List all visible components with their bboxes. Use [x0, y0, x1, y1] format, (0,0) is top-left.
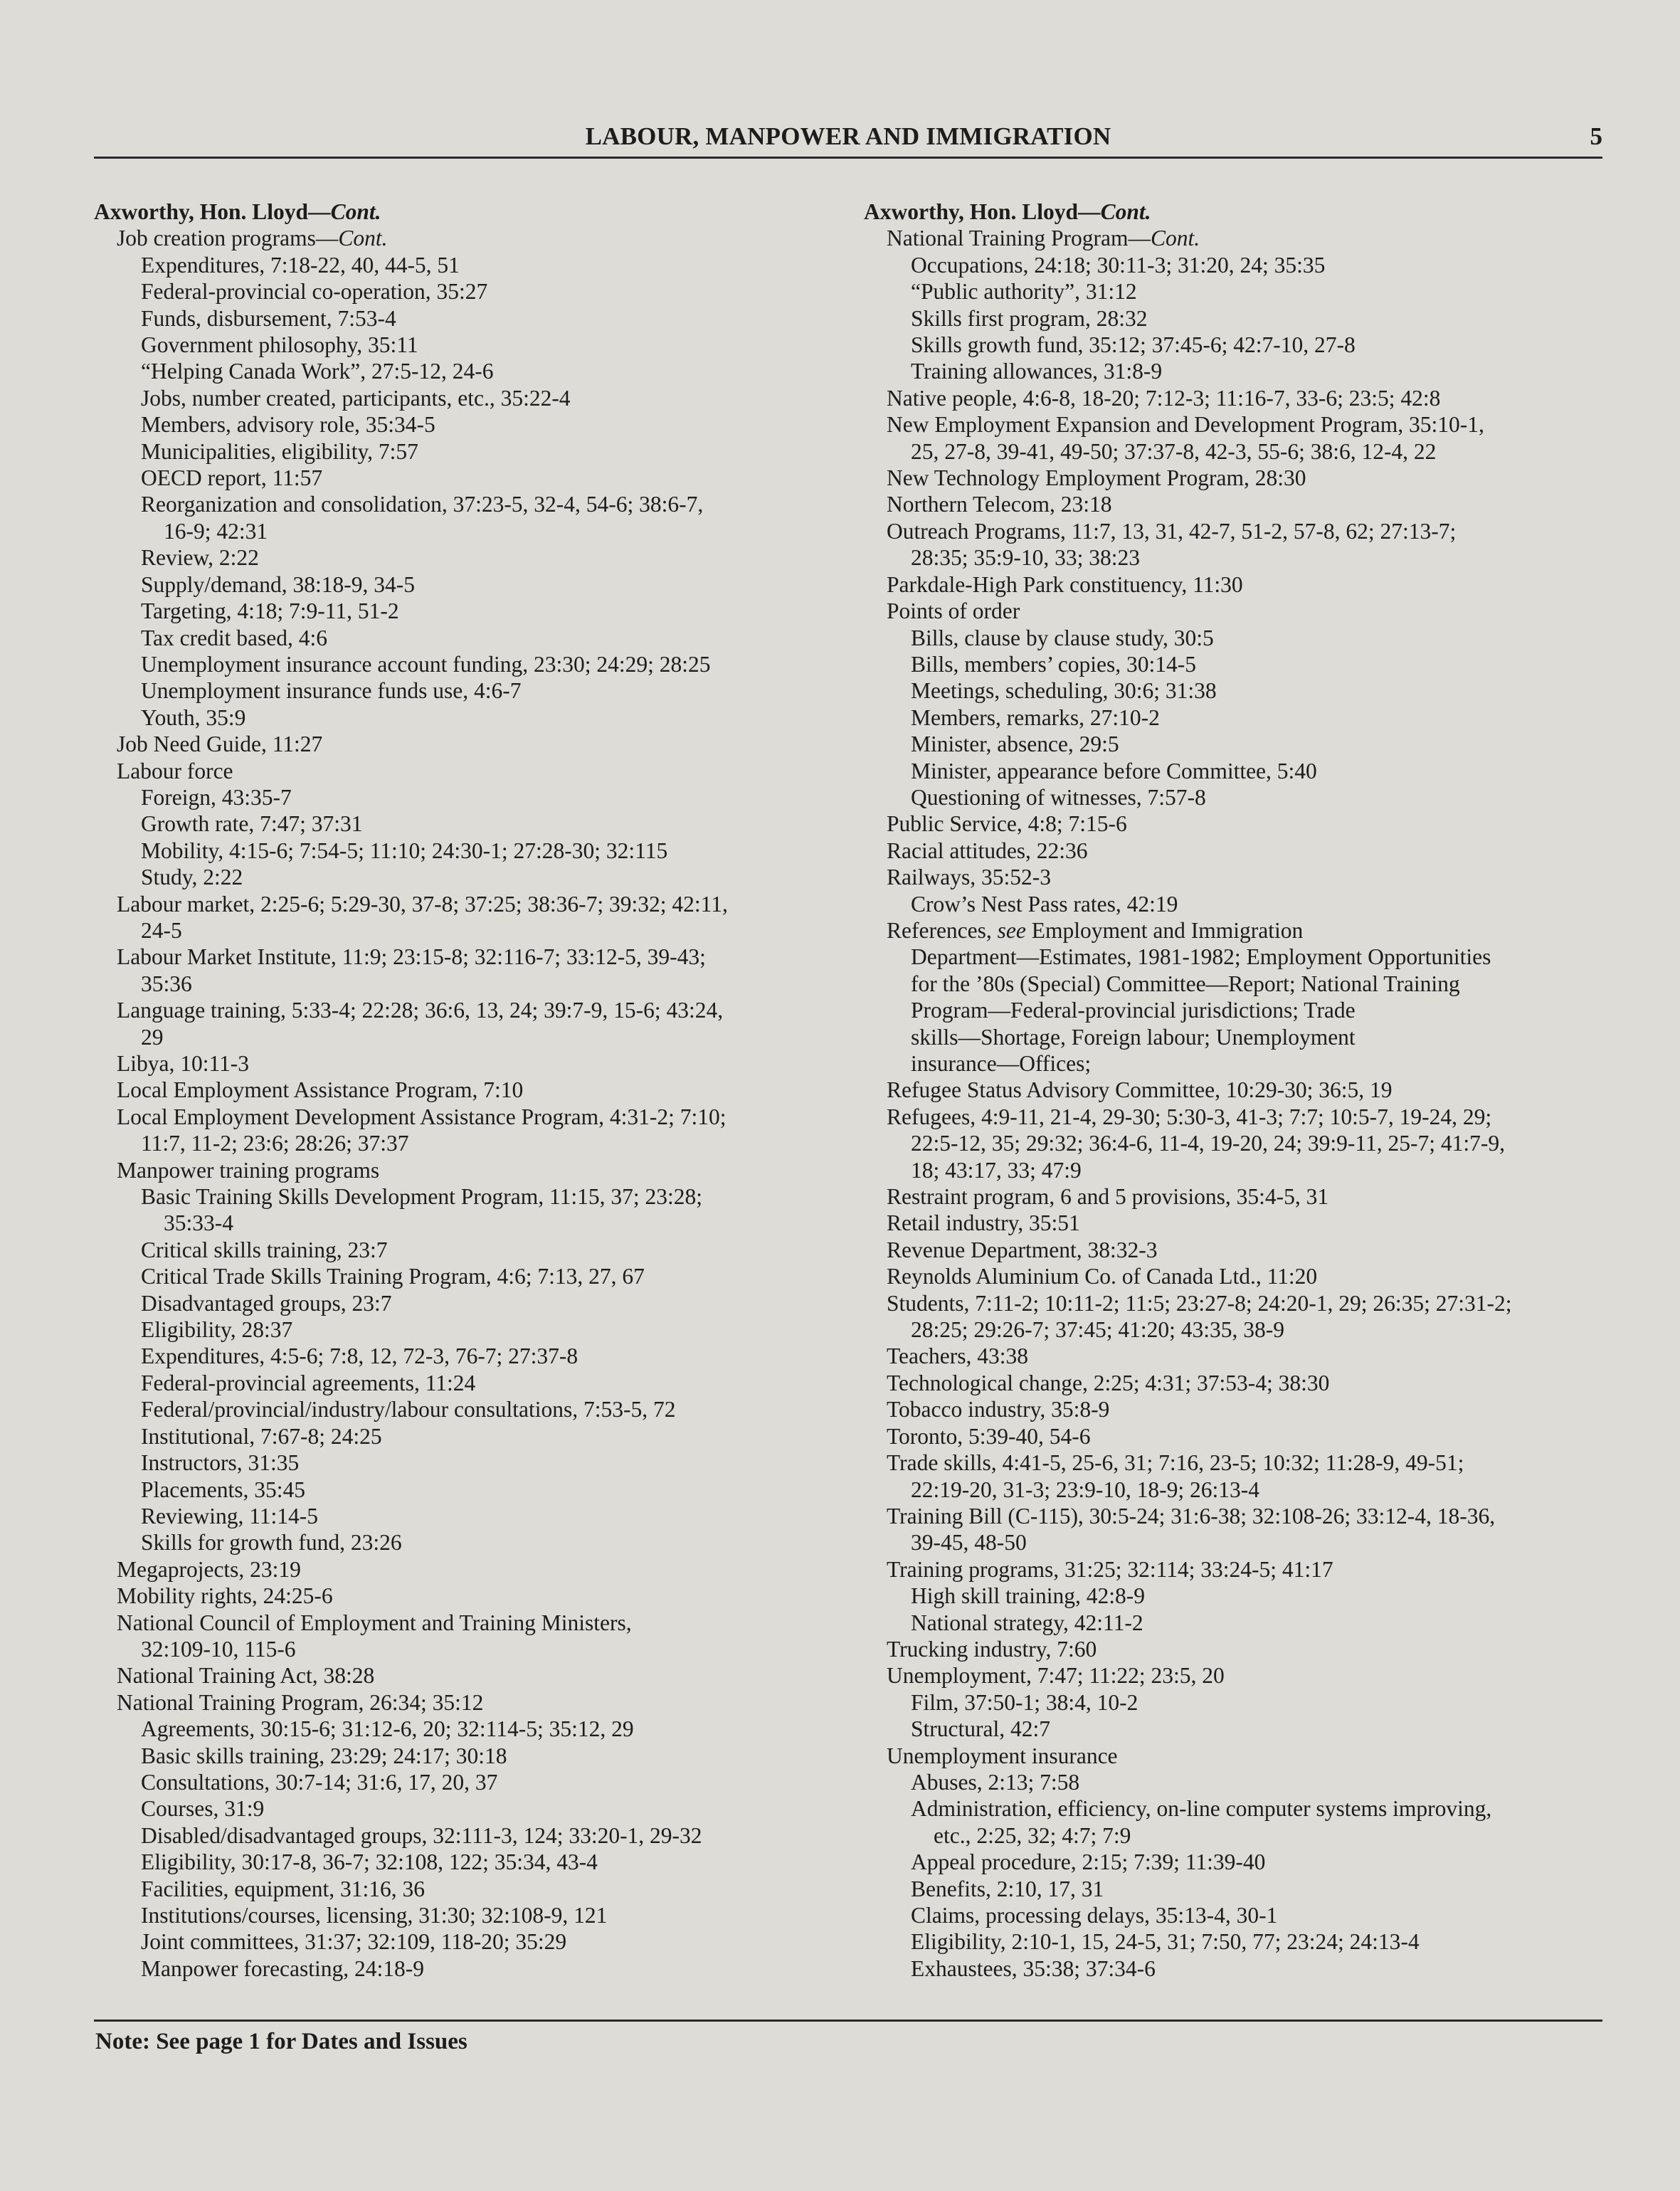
index-entry-line	[864, 438, 1639, 465]
entry-text: Benefits, 2:10, 17, 31	[911, 1876, 1104, 1901]
index-entry-line	[864, 358, 1639, 384]
italic-text: Cont.	[330, 199, 381, 224]
entry-text: Foreign, 43:35-7	[141, 784, 292, 810]
entry-text: High skill training, 42:8-9	[911, 1583, 1145, 1609]
index-column-right	[864, 199, 1639, 1982]
entry-text: Consultations, 30:7-14; 31:6, 17, 20, 37	[141, 1769, 498, 1795]
entry-text: Local Employment Development Assistance Program, 4:31-2; 7:10;	[117, 1104, 727, 1129]
index-entry-line	[864, 1928, 1639, 1955]
index-entry-line	[864, 1902, 1639, 1928]
entry-text: Courses, 31:9	[141, 1796, 265, 1822]
index-entry-line	[94, 465, 870, 491]
index-entry-line	[864, 571, 1639, 598]
index-entry-line	[864, 1024, 1639, 1050]
entry-text: Joint committees, 31:37; 32:109, 118-20; 35:29	[141, 1929, 567, 1955]
entry-text: Skills first program, 28:32	[911, 305, 1148, 331]
index-entry-line	[94, 784, 870, 811]
index-entry-line	[94, 411, 870, 438]
index-entry-line	[94, 1263, 870, 1289]
entry-text: Minister, appearance before Committee, 5:40	[911, 758, 1317, 783]
index-entry-line	[94, 1450, 870, 1476]
index-entry-line	[94, 944, 870, 970]
italic-text: see	[997, 917, 1026, 943]
index-entry-line	[94, 891, 870, 917]
entry-text: Basic skills training, 23:29; 24:17; 30:18	[141, 1743, 507, 1768]
entry-text: Growth rate, 7:47; 37:31	[141, 811, 363, 837]
index-entry-line	[864, 784, 1639, 811]
entry-text: Questioning of witnesses, 7:57-8	[911, 784, 1206, 810]
index-entry-line	[864, 1396, 1639, 1422]
entry-text: Federal/provincial/industry/labour consultations, 7:53-5, 72	[141, 1397, 676, 1422]
entry-text: Training programs, 31:25; 32:114; 33:24-5; 41:17	[887, 1556, 1333, 1582]
index-entry-line	[864, 1689, 1639, 1716]
entry-text: Megaprojects, 23:19	[117, 1556, 301, 1582]
entry-text: Labour market, 2:25-6; 5:29-30, 37-8; 37:25; 38:36-7; 39:32; 42:11,	[117, 891, 728, 917]
entry-text: 35:33-4	[164, 1210, 233, 1236]
entry-text: Language training, 5:33-4; 22:28; 36:6, 13, 24; 39:7-9, 15-6; 43:24,	[117, 998, 724, 1023]
index-entry-line	[94, 385, 870, 411]
entry-text: Institutional, 7:67-8; 24:25	[141, 1423, 382, 1449]
entry-text: Local Employment Assistance Program, 7:10	[117, 1077, 524, 1103]
entry-text: Crow’s Nest Pass rates, 42:19	[911, 891, 1178, 917]
page-title: LABOUR, MANPOWER AND IMMIGRATION	[585, 122, 1111, 150]
entry-text: Unemployment insurance	[887, 1743, 1118, 1768]
entry-text: Job creation programs—	[117, 226, 339, 251]
entry-text: Expenditures, 7:18-22, 40, 44-5, 51	[141, 252, 460, 278]
entry-text: Tax credit based, 4:6	[141, 625, 327, 650]
entry-text: Students, 7:11-2; 10:11-2; 11:5; 23:27-8; 24:20-1, 29; 26:35; 27:31-2;	[887, 1290, 1512, 1316]
entry-text: Libya, 10:11-3	[117, 1051, 250, 1076]
index-entry-line	[94, 1849, 870, 1875]
index-entry-line	[94, 1743, 870, 1769]
entry-text: Instructors, 31:35	[141, 1450, 300, 1476]
index-entry-line	[94, 252, 870, 278]
entry-text: New Employment Expansion and Development Program, 35:10-1,	[887, 412, 1484, 438]
index-entry-line	[94, 971, 870, 997]
index-entry-line	[94, 1716, 870, 1742]
index-entry-line	[864, 278, 1639, 305]
index-entry-line	[864, 1477, 1639, 1503]
index-entry-line	[864, 598, 1639, 624]
entry-text: Claims, processing delays, 35:13-4, 30-1	[911, 1903, 1278, 1928]
entry-text: Study, 2:22	[141, 865, 243, 890]
entry-text: 16-9; 42:31	[164, 518, 268, 544]
index-entry-line	[94, 1636, 870, 1662]
index-entry-line	[864, 1716, 1639, 1742]
index-entry-line	[94, 1477, 870, 1503]
index-entry-line	[864, 1050, 1639, 1077]
entry-text: Federal-provincial agreements, 11:24	[141, 1370, 476, 1395]
entry-text: 28:35; 35:9-10, 33; 38:23	[911, 545, 1140, 571]
index-entry-line	[94, 1955, 870, 1982]
index-entry-line	[94, 225, 870, 251]
index-entry-line	[864, 1263, 1639, 1289]
index-entry-line	[864, 864, 1639, 890]
index-entry-line	[94, 1902, 870, 1928]
index-entry-line	[94, 1529, 870, 1556]
index-entry-line	[864, 332, 1639, 358]
entry-text: Technological change, 2:25; 4:31; 37:53-4; 38:30	[887, 1370, 1330, 1395]
index-entry-line	[864, 465, 1639, 491]
entry-text: Axworthy, Hon. Lloyd—	[94, 199, 331, 224]
entry-text: Trucking industry, 7:60	[887, 1636, 1097, 1662]
entry-text: Eligibility, 30:17-8, 36-7; 32:108, 122; 35:34, 43-4	[141, 1849, 598, 1875]
index-entry-line	[94, 1050, 870, 1077]
entry-text: Native people, 4:6-8, 18-20; 7:12-3; 11:16-7, 33-6; 23:5; 42:8	[887, 385, 1441, 411]
entry-text: Bills, members’ copies, 30:14-5	[911, 651, 1196, 677]
index-entry-line	[94, 1370, 870, 1396]
entry-text: National Training Act, 38:28	[117, 1663, 375, 1689]
index-entry-line	[864, 704, 1639, 731]
entry-text: Restraint program, 6 and 5 provisions, 35:4-5, 31	[887, 1184, 1329, 1210]
index-entry-line	[864, 1370, 1639, 1396]
index-entry-line	[94, 1024, 870, 1050]
index-entry-line	[864, 1450, 1639, 1476]
index-entry-line	[864, 491, 1639, 517]
entry-text: Supply/demand, 38:18-9, 34-5	[141, 571, 415, 597]
index-entry-line	[864, 625, 1639, 651]
footer-note: Note: See page 1 for Dates and Issues	[95, 2029, 467, 2054]
index-entry-line	[94, 1795, 870, 1822]
index-entry-line	[94, 1689, 870, 1716]
entry-text: Parkdale-High Park constituency, 11:30	[887, 571, 1243, 597]
index-entry-line	[94, 1343, 870, 1369]
index-entry-line	[864, 811, 1639, 837]
entry-text: Reorganization and consolidation, 37:23-5, 32-4, 54-6; 38:6-7,	[141, 492, 704, 517]
index-entry-line	[94, 571, 870, 598]
index-entry-line	[864, 1583, 1639, 1609]
page-footer	[94, 2020, 1602, 2054]
entry-text: Refugees, 4:9-11, 21-4, 29-30; 5:30-3, 41-3; 7:7; 10:5-7, 19-24, 29;	[887, 1104, 1492, 1129]
index-entry-line	[94, 1077, 870, 1103]
index-entry-line	[864, 1343, 1639, 1369]
index-entry-line	[94, 677, 870, 704]
entry-text: Mobility rights, 24:25-6	[117, 1583, 333, 1609]
index-entry-line	[94, 598, 870, 624]
entry-text: Department—Estimates, 1981-1982; Employment Opportunities	[911, 944, 1491, 970]
entry-text: Labour force	[117, 758, 233, 783]
entry-text: 25, 27-8, 39-41, 49-50; 37:37-8, 42-3, 55-6; 38:6, 12-4, 22	[911, 438, 1437, 464]
entry-text: Unemployment insurance account funding, 23:30; 24:29; 28:25	[141, 651, 711, 677]
index-entry-line	[864, 411, 1639, 438]
index-entry-line	[864, 1237, 1639, 1263]
index-entry-line	[864, 677, 1639, 704]
entry-text: Reviewing, 11:14-5	[141, 1503, 319, 1529]
entry-text: Film, 37:50-1; 38:4, 10-2	[911, 1689, 1139, 1715]
entry-text: Appeal procedure, 2:15; 7:39; 11:39-40	[911, 1849, 1266, 1875]
entry-text: Facilities, equipment, 31:16, 36	[141, 1876, 425, 1901]
index-entry-line	[864, 651, 1639, 677]
index-entry-line	[864, 944, 1639, 970]
entry-text: Government philosophy, 35:11	[141, 332, 418, 358]
index-entry-line	[864, 1876, 1639, 1902]
entry-text: Job Need Guide, 11:27	[117, 732, 323, 757]
page-number: 5	[1590, 122, 1602, 150]
entry-text: Mobility, 4:15-6; 7:54-5; 11:10; 24:30-1; 27:28-30; 32:115	[141, 838, 668, 863]
index-entry-line	[94, 1928, 870, 1955]
entry-text: Axworthy, Hon. Lloyd—	[864, 199, 1101, 224]
entry-text: Tobacco industry, 35:8-9	[887, 1397, 1110, 1422]
index-entry-line	[94, 1316, 870, 1343]
entry-text: Critical skills training, 23:7	[141, 1237, 388, 1262]
entry-text: “Helping Canada Work”, 27:5-12, 24-6	[141, 359, 494, 384]
entry-text: Meetings, scheduling, 30:6; 31:38	[911, 678, 1217, 704]
entry-text: Members, remarks, 27:10-2	[911, 704, 1160, 730]
entry-text: Funds, disbursement, 7:53-4	[141, 305, 396, 331]
index-entry-line	[864, 971, 1639, 997]
index-entry-line	[94, 491, 870, 517]
entry-text: 35:36	[141, 971, 192, 996]
entry-text: 28:25; 29:26-7; 37:45; 41:20; 43:35, 38-9	[911, 1317, 1284, 1343]
index-entry-line	[864, 1636, 1639, 1662]
entry-text: Manpower training programs	[117, 1157, 380, 1183]
entry-text: Employment and Immigration	[1025, 917, 1304, 943]
entry-text: Jobs, number created, participants, etc., 35:22-4	[141, 385, 571, 411]
index-entry-line	[864, 1316, 1639, 1343]
index-entry-line	[864, 1769, 1639, 1795]
index-entry-line	[94, 1237, 870, 1263]
entry-text: Skills growth fund, 35:12; 37:45-6; 42:7-10, 27-8	[911, 332, 1356, 358]
entry-text: Trade skills, 4:41-5, 25-6, 31; 7:16, 23-5; 10:32; 11:28-9, 49-51;	[887, 1450, 1464, 1476]
index-entry-line	[94, 651, 870, 677]
entry-text: National strategy, 42:11-2	[911, 1610, 1143, 1635]
index-entry-line	[94, 997, 870, 1023]
index-entry-line	[864, 1849, 1639, 1875]
index-entry-line	[94, 864, 870, 890]
index-entry-line	[864, 1556, 1639, 1583]
index-entry-line	[94, 1130, 870, 1156]
entry-text: 22:19-20, 31-3; 23:9-10, 18-9; 26:13-4	[911, 1477, 1259, 1502]
index-entry-line	[864, 1795, 1639, 1822]
entry-text: for the ’80s (Special) Committee—Report; National Training	[911, 971, 1460, 996]
italic-text: Cont.	[1100, 199, 1151, 224]
index-entry-line	[94, 1662, 870, 1689]
index-entry-line	[94, 278, 870, 305]
entry-text: Targeting, 4:18; 7:9-11, 51-2	[141, 598, 399, 624]
entry-text: Institutions/courses, licensing, 31:30; 32:108-9, 121	[141, 1903, 608, 1928]
entry-text: Refugee Status Advisory Committee, 10:29-30; 36:5, 19	[887, 1077, 1393, 1103]
index-entry-line	[94, 332, 870, 358]
index-entry-line	[94, 305, 870, 332]
index-entry-line	[864, 225, 1639, 251]
entry-text: 24-5	[141, 917, 182, 943]
index-entry-line	[864, 305, 1639, 332]
entry-text: etc., 2:25, 32; 4:7; 7:9	[934, 1822, 1131, 1848]
entry-text: Disabled/disadvantaged groups, 32:111-3, 124; 33:20-1, 29-32	[141, 1822, 702, 1848]
italic-text: Cont.	[338, 226, 388, 251]
index-entry-line	[94, 1183, 870, 1210]
entry-text: skills—Shortage, Foreign labour; Unemployment	[911, 1024, 1356, 1050]
index-entry-line	[94, 544, 870, 571]
entry-text: Exhaustees, 35:38; 37:34-6	[911, 1955, 1156, 1981]
index-entry-line	[864, 917, 1639, 944]
entry-text: Members, advisory role, 35:34-5	[141, 412, 435, 438]
entry-text: Railways, 35:52-3	[887, 865, 1051, 890]
entry-text: 18; 43:17, 33; 47:9	[911, 1157, 1082, 1183]
entry-text: Teachers, 43:38	[887, 1343, 1028, 1369]
entry-text: National Training Program, 26:34; 35:12	[117, 1689, 484, 1715]
index-entry-line	[94, 1876, 870, 1902]
index-entry-line	[864, 252, 1639, 278]
index-entry-line	[94, 438, 870, 465]
index-entry-line	[94, 1210, 870, 1236]
entry-text: Unemployment insurance funds use, 4:6-7	[141, 678, 522, 704]
index-entry-line	[864, 731, 1639, 757]
entry-text: 32:109-10, 115-6	[141, 1636, 296, 1662]
index-entry-line	[94, 811, 870, 837]
index-entry-line	[864, 1183, 1639, 1210]
index-entry-line	[94, 758, 870, 784]
entry-text: “Public authority”, 31:12	[911, 279, 1137, 305]
entry-text: Labour Market Institute, 11:9; 23:15-8; 32:116-7; 33:12-5, 39-43;	[117, 944, 706, 970]
index-entry-line	[94, 704, 870, 731]
index-entry-line	[94, 1583, 870, 1609]
index-entry-line	[864, 1077, 1639, 1103]
entry-text: Outreach Programs, 11:7, 13, 31, 42-7, 51-2, 57-8, 62; 27:13-7;	[887, 518, 1457, 544]
index-entry-line	[94, 1423, 870, 1450]
entry-text: Disadvantaged groups, 23:7	[141, 1290, 392, 1316]
entry-text: Eligibility, 2:10-1, 15, 24-5, 31; 7:50, 77; 23:24; 24:13-4	[911, 1929, 1420, 1955]
entry-text: Administration, efficiency, on-line computer systems improving,	[911, 1796, 1492, 1822]
index-entry-line	[94, 625, 870, 651]
index-entry-line	[864, 1822, 1639, 1849]
entry-text: Placements, 35:45	[141, 1477, 305, 1502]
index-entry-line	[864, 1955, 1639, 1982]
entry-text: Structural, 42:7	[911, 1716, 1050, 1742]
index-entry-line	[94, 1396, 870, 1422]
index-entry-line	[864, 1743, 1639, 1769]
index-heading	[864, 199, 1639, 225]
index-entry-line	[94, 838, 870, 864]
index-entry-line	[864, 1130, 1639, 1156]
index-entry-line	[864, 1290, 1639, 1316]
entry-text: Bills, clause by clause study, 30:5	[911, 625, 1214, 650]
entry-text: Federal-provincial co-operation, 35:27	[141, 279, 488, 305]
entry-text: Training allowances, 31:8-9	[911, 359, 1163, 384]
index-entry-line	[94, 1503, 870, 1529]
entry-text: Reynolds Aluminium Co. of Canada Ltd., 11:20	[887, 1264, 1318, 1289]
index-entry-line	[94, 1610, 870, 1636]
entry-text: National Council of Employment and Training Ministers,	[117, 1610, 632, 1635]
entry-text: National Training Program—	[887, 226, 1151, 251]
entry-text: Abuses, 2:13; 7:58	[911, 1769, 1080, 1795]
entry-text: Manpower forecasting, 24:18-9	[141, 1955, 425, 1981]
entry-text: Minister, absence, 29:5	[911, 732, 1119, 757]
index-entry-line	[864, 997, 1639, 1023]
index-entry-line	[94, 518, 870, 544]
index-entry-line	[864, 518, 1639, 544]
index-entry-line	[864, 1610, 1639, 1636]
entry-text: insurance—Offices;	[911, 1051, 1092, 1076]
entry-text: Municipalities, eligibility, 7:57	[141, 438, 418, 464]
index-entry-line	[864, 758, 1639, 784]
index-entry-line	[864, 1503, 1639, 1529]
index-entry-line	[864, 1210, 1639, 1236]
index-entry-line	[94, 1104, 870, 1130]
index-column-left	[94, 199, 870, 1982]
index-entry-line	[94, 1157, 870, 1183]
entry-text: Basic Training Skills Development Program, 11:15, 37; 23:28;	[141, 1184, 702, 1210]
entry-text: Agreements, 30:15-6; 31:12-6, 20; 32:114-5; 35:12, 29	[141, 1716, 634, 1742]
index-entry-line	[94, 358, 870, 384]
index-entry-line	[864, 1104, 1639, 1130]
index-entry-line	[864, 1529, 1639, 1556]
entry-text: 39-45, 48-50	[911, 1530, 1027, 1556]
entry-text: Critical Trade Skills Training Program, 4:6; 7:13, 27, 67	[141, 1264, 645, 1289]
entry-text: References,	[887, 917, 998, 943]
entry-text: Racial attitudes, 22:36	[887, 838, 1088, 863]
entry-text: Training Bill (C-115), 30:5-24; 31:6-38; 32:108-26; 33:12-4, 18-36,	[887, 1503, 1496, 1529]
index-heading	[94, 199, 870, 225]
index-entry-line	[864, 385, 1639, 411]
index-entry-line	[864, 544, 1639, 571]
entry-text: 29	[141, 1024, 164, 1050]
entry-text: Skills for growth fund, 23:26	[141, 1530, 402, 1556]
entry-text: Points of order	[887, 598, 1020, 624]
entry-text: Review, 2:22	[141, 545, 259, 571]
index-entry-line	[94, 1290, 870, 1316]
entry-text: Eligibility, 28:37	[141, 1317, 293, 1343]
entry-text: New Technology Employment Program, 28:30	[887, 465, 1306, 491]
index-entry-line	[864, 1157, 1639, 1183]
index-entry-line	[94, 1556, 870, 1583]
entry-text: Program—Federal-provincial jurisdictions; Trade	[911, 998, 1356, 1023]
entry-text: 11:7, 11-2; 23:6; 28:26; 37:37	[141, 1131, 409, 1156]
page-header	[94, 120, 1602, 159]
entry-text: Expenditures, 4:5-6; 7:8, 12, 72-3, 76-7; 27:37-8	[141, 1343, 579, 1369]
entry-text: Occupations, 24:18; 30:11-3; 31:20, 24; 35:35	[911, 252, 1326, 278]
entry-text: Retail industry, 35:51	[887, 1210, 1080, 1236]
index-entry-line	[94, 1769, 870, 1795]
entry-text: Unemployment, 7:47; 11:22; 23:5, 20	[887, 1663, 1225, 1689]
entry-text: Youth, 35:9	[141, 704, 246, 730]
entry-text: Public Service, 4:8; 7:15-6	[887, 811, 1127, 837]
index-entry-line	[864, 838, 1639, 864]
entry-text: Toronto, 5:39-40, 54-6	[887, 1423, 1091, 1449]
entry-text: OECD report, 11:57	[141, 465, 323, 491]
entry-text: Revenue Department, 38:32-3	[887, 1237, 1158, 1262]
index-entry-line	[864, 891, 1639, 917]
index-entry-line	[864, 1423, 1639, 1450]
entry-text: 22:5-12, 35; 29:32; 36:4-6, 11-4, 19-20, 24; 39:9-11, 25-7; 41:7-9,	[911, 1131, 1505, 1156]
index-entry-line	[94, 1822, 870, 1849]
index-entry-line	[94, 731, 870, 757]
italic-text: Cont.	[1151, 226, 1200, 251]
index-entry-line	[864, 1662, 1639, 1689]
entry-text: Northern Telecom, 23:18	[887, 492, 1112, 517]
index-entry-line	[94, 917, 870, 944]
